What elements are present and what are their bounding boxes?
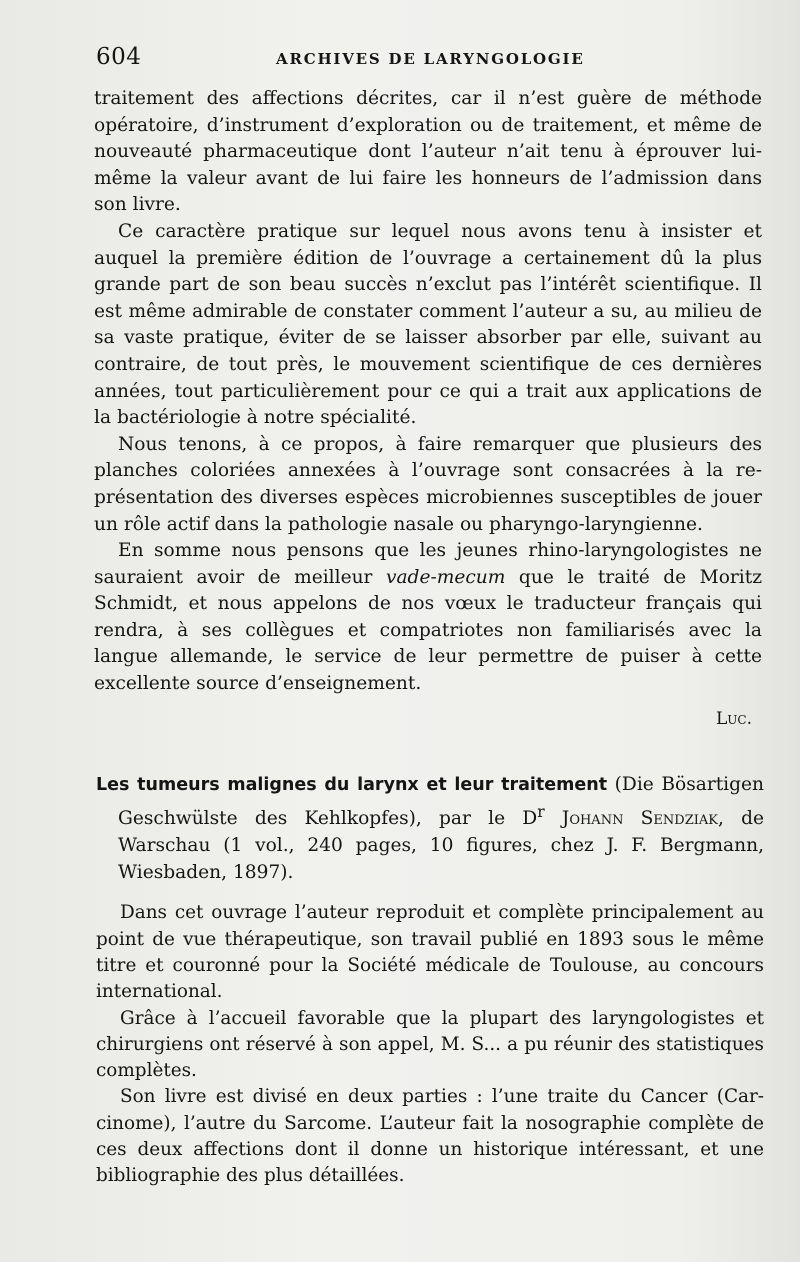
running-title: ARCHIVES DE LARYNGOLOGIE — [276, 50, 585, 68]
closing-paragraph — [94, 538, 762, 698]
review-heading — [96, 772, 764, 886]
review-reference-superscript: r — [537, 802, 545, 821]
closing-italic: vade-mecum — [385, 566, 506, 588]
review-body — [96, 900, 764, 1189]
closing-text-start: En somme nous pensons que les jeunes rhino-laryngologistes ne sauraient avoir de meilleur — [94, 540, 762, 588]
paragraph: Ce caractère pratique sur lequel nous avons tenu à insister et auquel la première édition de l’ouvrage a certainement dû la plus grande part de son beau succès n’exclut pas l’intérêt scientifique. Il est même admirable de constater comment l’auteur a su, au milieu de sa vaste pratique, éviter de se laisser absorber par elle, suivant au contraire, de tout près, le mouvement scientifique de ces dernières années, tout particulièrement pour ce qui a trait aux applications de la bactériologie à notre spécialité. — [94, 220, 762, 429]
review-reference-part2: , de Warschau (1 vol., 240 pages, 10 figures, chez J. F. Bergmann, Wiesbaden, 1897). — [118, 807, 765, 883]
paragraph: Dans cet ouvrage l’auteur reproduit et complète principalement au point de vue thérapeutique, son travail publié en 1893 sous le même titre et couronné pour la Société médicale de Toulouse, au concours international. — [96, 902, 764, 1003]
review-reference-part1: (Die Bösartigen Geschwülste des Kehlkopfes), par le D — [118, 774, 765, 829]
review-author: Johann Sendziak — [561, 807, 718, 829]
book-review — [96, 772, 764, 1190]
paragraph: Son livre est divisé en deux parties : l’une traite du Cancer (Carcinome), l’autre du Sarcome. L’auteur fait la nosographie complète de ces deux affections dont il donne un historique intéressant, et une bibliographie des plus détaillées. — [96, 1086, 764, 1187]
review-title: Les tumeurs malignes du larynx et leur traitement — [96, 775, 608, 795]
paragraph: Nous tenons, à ce propos, à faire remarquer que plusieurs des planches coloriées annexées à l’ouvrage sont consacrées à la représentation des diverses espèces microbiennes susceptibles de jouer un rôle actif dans la pathologie nasale ou pharyngo-laryngienne. — [94, 433, 762, 535]
continued-paragraph: traitement des affections décrites, car il n’est guère de méthode opératoire, d’instrument d’exploration ou de traitement, et même de nouveauté pharmaceutique dont l’auteur n’ait tenu à éprouver lui-même la valeur avant de lui faire les honneurs de l’admission dans son livre. — [94, 88, 762, 216]
paragraph: Grâce à l’accueil favorable que la plupart des laryngologistes et chirurgiens ont réservé à son appel, M. S... a pu réunir des statistiques complètes. — [96, 1007, 764, 1082]
page-header — [96, 44, 756, 78]
closing-text-end: que le traité de Moritz Schmidt, et nous appelons de nos vœux le traducteur français qui rendra, à ses collègues et compatriotes non familiarisés avec la langue allemande, le service de leur permettre de puiser à cette excellente source d’enseignement. — [94, 566, 762, 695]
page-number: 604 — [96, 44, 142, 70]
previous-review-text — [94, 86, 762, 732]
signature: Luc. — [716, 708, 752, 729]
